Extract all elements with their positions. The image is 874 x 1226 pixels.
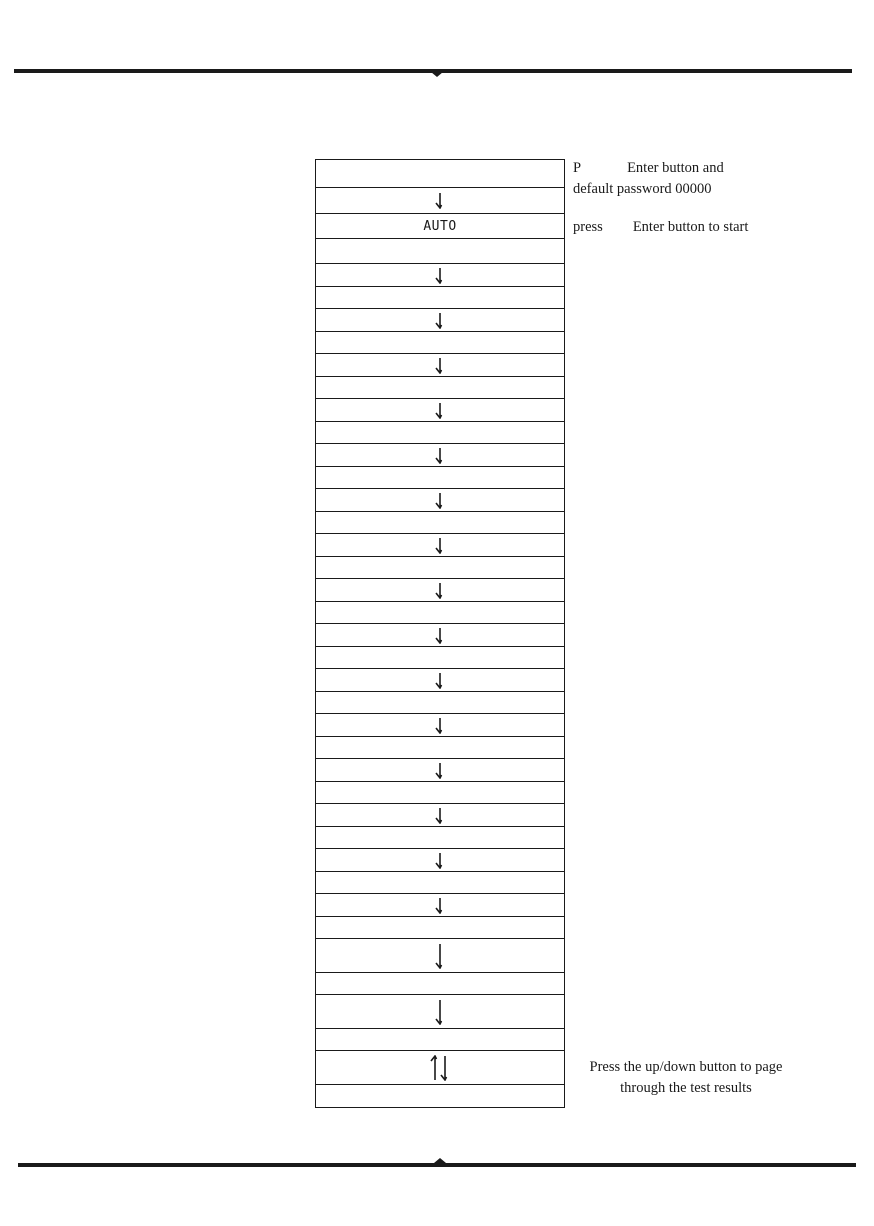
down-arrow-icon bbox=[316, 995, 564, 1029]
note-1-prefix: P bbox=[573, 160, 582, 176]
down-arrow-icon bbox=[316, 894, 564, 917]
flow-step-box bbox=[316, 737, 564, 759]
flow-step-box bbox=[316, 1029, 564, 1051]
note-2-prefix: press bbox=[573, 219, 603, 235]
up-down-arrows-icon bbox=[316, 1051, 564, 1085]
down-arrow-icon bbox=[316, 309, 564, 332]
flow-step-box bbox=[316, 1085, 564, 1107]
down-arrow-icon bbox=[316, 399, 564, 422]
note-2-text: Enter button to start bbox=[632, 219, 749, 235]
down-arrow-icon bbox=[316, 489, 564, 512]
flow-step-box bbox=[316, 512, 564, 534]
flow-step-box bbox=[316, 973, 564, 995]
down-arrow-icon bbox=[316, 579, 564, 602]
down-arrow-icon bbox=[316, 939, 564, 973]
down-arrow-icon bbox=[316, 354, 564, 377]
flow-step-box bbox=[316, 872, 564, 894]
flow-step-box bbox=[316, 782, 564, 804]
flow-step-box bbox=[316, 917, 564, 939]
down-arrow-icon bbox=[316, 714, 564, 737]
flow-step-box bbox=[316, 557, 564, 579]
flow-step-box bbox=[316, 239, 564, 264]
down-arrow-icon bbox=[316, 804, 564, 827]
down-arrow-icon bbox=[316, 669, 564, 692]
flow-step-box: AUTO bbox=[316, 214, 564, 239]
down-arrow-icon bbox=[316, 264, 564, 287]
down-arrow-icon bbox=[316, 624, 564, 647]
note-page-results bbox=[571, 1057, 801, 1099]
flowchart bbox=[315, 159, 565, 1108]
note-press-enter-start bbox=[573, 217, 748, 238]
flow-step-box bbox=[316, 602, 564, 624]
flow-step-box bbox=[316, 332, 564, 354]
top-divider-notch bbox=[431, 72, 443, 77]
down-arrow-icon bbox=[316, 759, 564, 782]
flow-step-box bbox=[316, 647, 564, 669]
note-1-line-1: Enter button and bbox=[627, 160, 724, 176]
note-1-line-2: default password 00000 bbox=[573, 181, 712, 197]
down-arrow-icon bbox=[316, 849, 564, 872]
flow-step-box bbox=[316, 160, 564, 188]
down-arrow-icon bbox=[316, 534, 564, 557]
down-arrow-icon bbox=[316, 188, 564, 214]
flow-step-box bbox=[316, 377, 564, 399]
note-3-line-1: Press the up/down button to page bbox=[589, 1059, 783, 1075]
flow-step-box bbox=[316, 422, 564, 444]
flow-step-box bbox=[316, 692, 564, 714]
flow-step-box bbox=[316, 467, 564, 489]
bottom-divider bbox=[18, 1163, 856, 1167]
note-enter-password bbox=[573, 158, 724, 200]
note-3-line-2: through the test results bbox=[620, 1080, 752, 1096]
bottom-divider-notch bbox=[434, 1158, 446, 1163]
flow-step-box bbox=[316, 827, 564, 849]
flow-step-box bbox=[316, 287, 564, 309]
down-arrow-icon bbox=[316, 444, 564, 467]
